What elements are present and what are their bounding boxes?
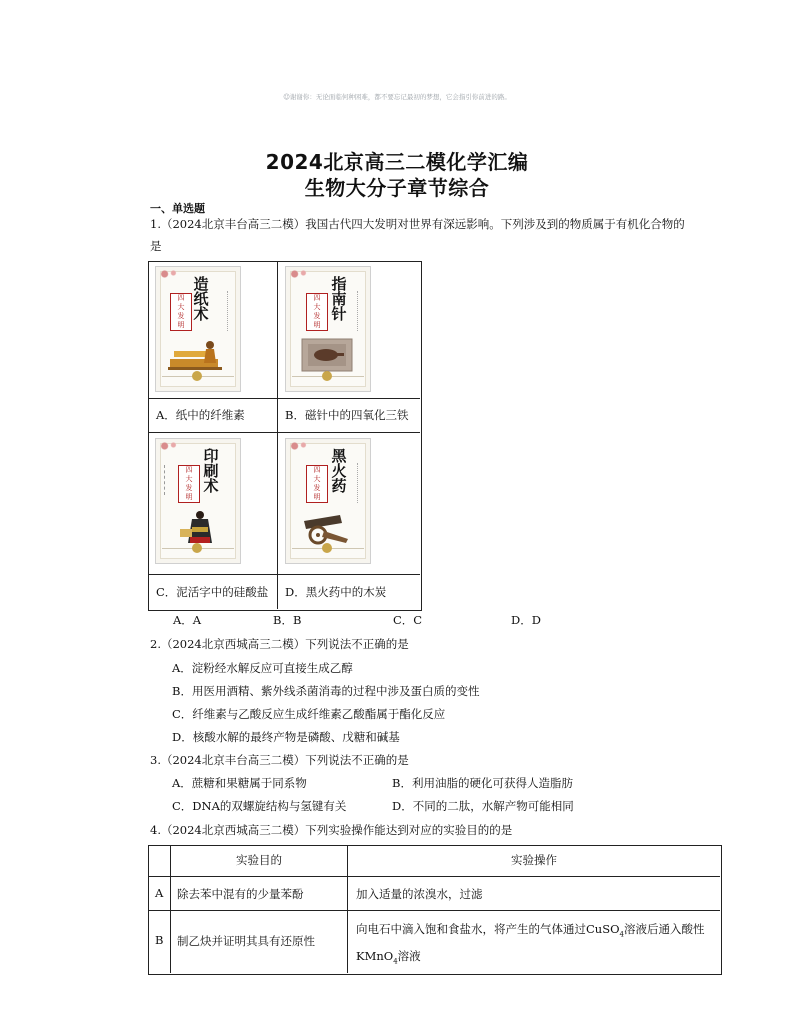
compass-spoon-icon: [296, 337, 358, 373]
q3-stem: 3.（2024北京丰台高三二模）下列说法不正确的是: [150, 753, 409, 767]
q1-caption-b: B．磁针中的四氧化三铁: [285, 408, 409, 422]
q2-stem: 2.（2024北京西城高三二模）下列说法不正确的是: [150, 637, 409, 651]
q1-choice-d: D．D: [511, 613, 541, 627]
q1-table-divider-h1: [148, 398, 420, 399]
page-title: 2024北京高三二模化学汇编: [265, 150, 529, 174]
q4-row-b-purpose: 制乙炔并证明其具有还原性: [177, 934, 315, 948]
poster-gunpowder: 黑 火 药 四 大 发 明: [285, 438, 371, 564]
q2-option-c: C．纤维素与乙酸反应生成纤维素乙酸酯属于酯化反应: [172, 707, 446, 721]
q3-option-d: D．不同的二肽，水解产物可能相同: [392, 799, 574, 813]
q4-row-a-operation: 加入适量的浓溴水，过滤: [356, 887, 483, 901]
header-notice: ☺谢谢你：无论面临何种困难，都不要忘记最初的梦想，它会指引你前进的路。: [283, 93, 511, 101]
q2-option-a: A．淀粉经水解反应可直接生成乙醇: [172, 661, 353, 675]
q3-option-a: A．蔗糖和果糖属于同系物: [172, 776, 307, 790]
q1-stem-line2: 是: [150, 239, 162, 253]
q1-table-divider-v: [277, 261, 278, 609]
q4-row-b-operation: 向电石中滴入饱和食盐水，将产生的气体通过CuSO$_4$溶液后通入酸性 KMnO$_4$溶液: [356, 922, 705, 966]
poster-papermaking: 造 纸 术 四 大 发 明: [155, 266, 241, 392]
q4-table-row2: [148, 910, 720, 911]
q1-stem-line1: 1.（2024北京丰台高三二模）我国古代四大发明对世界有深远影响。下列涉及到的物质属于有机化合物的: [150, 217, 685, 231]
plum-blossom-icon: [158, 441, 180, 451]
q2-option-d: D．核酸水解的最终产物是磷酸、戊糖和碱基: [172, 730, 400, 744]
q4-row-a-purpose: 除去苯中混有的少量苯酚: [177, 887, 304, 901]
q3-option-b: B．利用油脂的硬化可获得人造脂肪: [392, 776, 573, 790]
q4-row-b-label: B: [155, 933, 164, 947]
q1-caption-c: C．泥活字中的硅酸盐: [156, 585, 269, 599]
section-heading: 一、单选题: [150, 202, 205, 215]
printer-figure-icon: [166, 509, 228, 545]
q4-row-a-label: A: [155, 886, 164, 900]
q1-choice-c: C．C: [393, 613, 423, 627]
q1-caption-d: D．黑火药中的木炭: [285, 585, 387, 599]
plum-blossom-icon: [158, 269, 180, 279]
q4-header-operation: 实验操作: [511, 853, 557, 867]
cannon-icon: [296, 509, 358, 545]
q1-table-divider-h3: [148, 574, 420, 575]
q1-choice-b: B．B: [273, 613, 302, 627]
plum-blossom-icon: [288, 441, 310, 451]
q1-choice-a: A．A: [173, 613, 202, 627]
plum-blossom-icon: [288, 269, 310, 279]
q3-option-c: C．DNA的双螺旋结构与氢键有关: [172, 799, 347, 813]
q2-option-b: B．用医用酒精、紫外线杀菌消毒的过程中涉及蛋白质的变性: [172, 684, 480, 698]
q1-table-divider-h2: [148, 432, 420, 433]
page-subtitle: 生物大分子章节综合: [304, 176, 490, 200]
poster-compass: 指 南 针 四 大 发 明: [285, 266, 371, 392]
papermaker-figure-icon: [166, 337, 228, 373]
q4-stem: 4.（2024北京西城高三二模）下列实验操作能达到对应的实验目的的是: [150, 823, 513, 837]
q4-table-row1: [148, 876, 720, 877]
q1-caption-a: A．纸中的纤维素: [156, 408, 245, 422]
poster-printing: 印 刷 术 四 大 发 明: [155, 438, 241, 564]
q4-header-purpose: 实验目的: [236, 853, 282, 867]
